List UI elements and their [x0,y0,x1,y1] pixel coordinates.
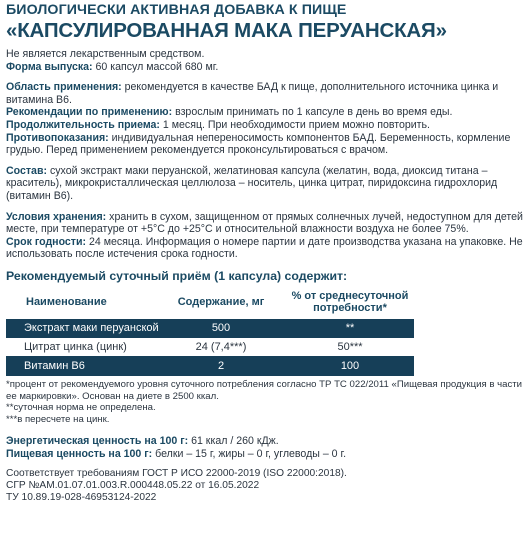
table-row: Витамин В6 2 100 [6,357,414,376]
footnotes [6,379,526,425]
tu-line: ТУ 10.89.19-028-46953124-2022 [6,492,157,504]
disclaimer: Не является лекарственным средством. [6,48,205,60]
usage-recommendations: Рекомендации по применению: взрослым принимать по 1 капсуле в день во время еды. [6,106,453,119]
footnote-1: *процент от рекомендуемого уровня суточного потребления согласно ТР ТС 022/2011 «Пищевая продукция в части ее маркировки». Основан на диете в 2500 ккал. [6,378,522,402]
energy-value: Энергетическая ценность на 100 г: 61 ккал / 260 кДж. [6,435,279,448]
header-percent: % от среднесуточной потребности* [291,290,409,314]
certifications [6,468,526,504]
supertitle: БИОЛОГИЧЕСКИ АКТИВНАЯ ДОБАВКА К ПИЩЕ [6,2,347,18]
table-header [6,287,414,319]
sgr-line: СГР №AM.01.07.01.003.R.000448.05.22 от 16.05.2022 [6,480,260,492]
header-content: Содержание, мг [177,296,265,309]
intake-duration: Продолжительность приема: 1 месяц. При необходимости прием можно повторить. [6,118,430,131]
nutrition-value: Пищевая ценность на 100 г: белки – 15 г, жиры – 0 г, углеводы – 0 г. [6,447,347,460]
release-form: Форма выпуска: 60 капсул массой 680 мг. [6,60,219,73]
table-row: Цитрат цинка (цинк) 24 (7,4***) 50*** [6,338,414,357]
product-title: «КАПСУЛИРОВАННАЯ МАКА ПЕРУАНСКАЯ» [6,19,447,42]
shelf-life: Срок годности: 24 месяца. Информация о номере партии и дате производства указана на упаковке. Не использовать после истечения срока годности. [6,235,523,261]
daily-intake-title: Рекомендуемый суточный приём (1 капсула) содержит: [6,268,348,283]
composition: Состав: сухой экстракт маки перуанской, желатиновая капсула (желатин, вода, диоксид титана – краситель), микрокристаллическая целлюлоза – носитель, цинка цитрат, пиридоксина гидрохлорид (витамин В6). [6,164,498,202]
nutrient-table [6,287,414,376]
footnote-3: ***в пересчете на цинк. [6,413,110,425]
storage-conditions: Условия хранения: хранить в сухом, защищенном от прямых солнечных лучей, недоступном для детей месте, при температуре от +5°С до +25°С и относительной влажности воздуха не более 75%. [6,210,523,236]
contraindications: Противопоказания: индивидуальная непереносимость компонентов БАД. Беременность, кормление грудью. Перед применением рекомендуется проконсультироваться с врачом. [6,131,511,157]
footnote-2: **суточная норма не определена. [6,402,156,414]
table-row: Экстракт маки перуанской 500 ** [6,319,414,338]
gost-line: Соответствует требованиям ГОСТ Р ИСО 22000-2019 (ISO 22000:2018). [6,468,347,480]
application-area: Область применения: рекомендуется в качестве БАД к пище, дополнительного источника цинка и витамина В6. [6,81,499,106]
header-name: Наименование [26,296,107,309]
